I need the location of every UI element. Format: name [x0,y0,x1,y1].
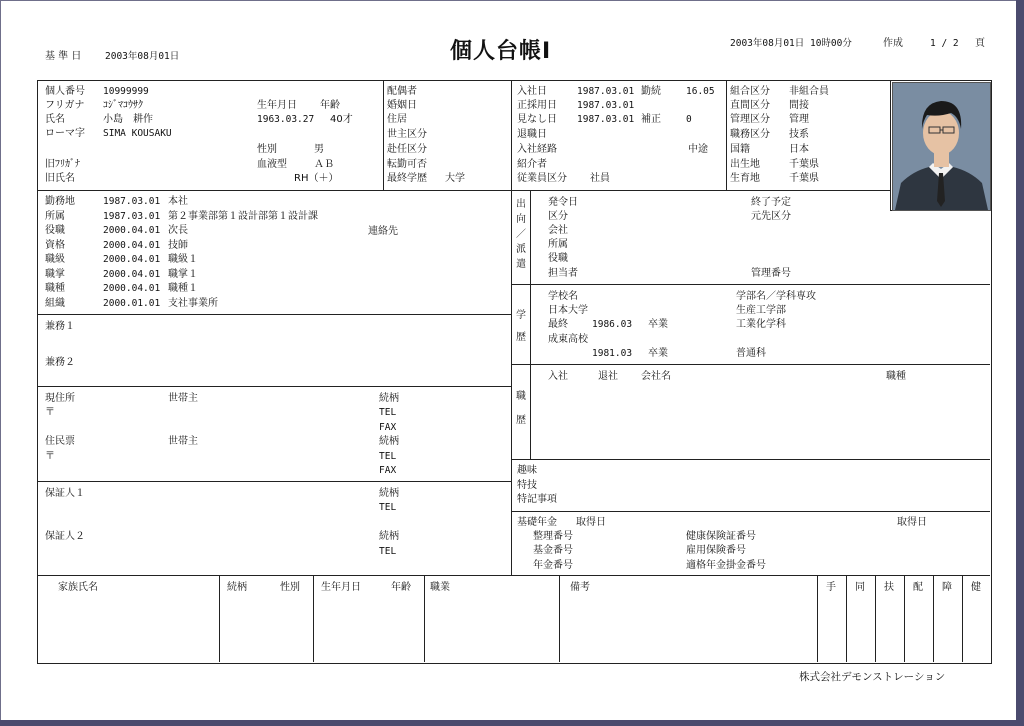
vertical-char: 向 [516,214,526,225]
name-value: 小島 耕作 [103,114,153,125]
oldname-label: 旧氏名 [45,173,75,184]
employee-photo [892,82,991,211]
assignment-row-date: 1987.03.01 [103,211,161,222]
family-header-relation: 続柄 [227,582,247,593]
divider-vert-career [530,364,531,459]
assignment-row-value: 技師 [168,240,188,251]
kana-label: フリガナ [45,100,85,111]
family-header-allowance: 手 [826,582,836,593]
blood-value: ＡＢ [314,159,334,170]
assignment-row-label: 勤務地 [45,196,75,207]
vertical-char: 派 [516,244,526,255]
emptype-value: 社員 [590,173,610,184]
id-value: 10999999 [103,86,149,97]
divider-family [37,575,990,576]
assignment-row-label: 組織 [45,298,65,309]
pension-label: 基礎年金 [517,517,557,528]
indirect-label: 直間区分 [730,100,770,111]
vertical-char: 出 [516,199,526,210]
family-col-line [313,575,314,662]
nationality-label: 国籍 [730,144,750,155]
divider-secondment [511,284,990,285]
family-header-dependent: 扶 [884,582,894,593]
vertical-char: 遣 [516,259,526,270]
divider-hobby [511,511,990,512]
mgmt-label: 管理区分 [730,114,770,125]
assignment-row-label: 職種 [45,283,65,294]
assignment-row-date: 2000.04.01 [103,254,161,265]
divider-assign [37,314,511,315]
family-header-birth: 生年月日 [321,582,361,593]
relation1-label: 続柄 [379,393,399,404]
major2: 普通科 [736,348,766,359]
fund-no-label: 基金番号 [533,545,573,556]
qualified-no-label: 適格年金掛金番号 [686,560,766,571]
vertical-char: 学 [516,310,526,321]
guarantor1-label: 保証人１ [45,488,85,499]
birthplace-value: 千葉県 [789,159,819,170]
fax1-label: FAX [379,422,397,433]
ref-no-label: 整理番号 [533,531,573,542]
marriage-label: 婚姻日 [387,100,417,111]
vertical-char: ／ [516,229,526,240]
current-address-label: 現住所 [45,393,75,404]
divider-school [511,364,990,365]
age-value: 40才 [330,114,353,125]
tenure-value: 16.05 [686,86,715,97]
tel2-label: TEL [379,451,397,462]
householder1-label: 世帯主 [168,393,198,404]
assignment-row-label: 職掌 [45,269,65,280]
assignment-row-value: 職級１ [168,254,198,265]
page-shadow-right [1016,0,1024,726]
order-date-label: 発令日 [548,197,578,208]
householder2-label: 世帯主 [168,436,198,447]
faculty-label: 学部名／学科専攻 [736,291,816,302]
family-header-disability: 障 [942,582,952,593]
hometown-value: 千葉県 [789,173,819,184]
origin-label: 元先区分 [751,211,791,222]
guarantor2-label: 保証人２ [45,531,85,542]
page-title: 個人台帳Ⅰ [450,39,552,64]
roman-label: ローマ字 [45,128,85,139]
secondment-vertical-label [515,197,527,272]
assignment-row-label: 役職 [45,225,65,236]
school2: 成東高校 [548,334,588,345]
residence-label: 住居 [387,114,407,125]
career-leave-label: 退社 [598,371,618,382]
name-label: 氏名 [45,114,65,125]
divider-v-photo [890,80,891,210]
assignment-row-label: 職級 [45,254,65,265]
assignment-row-value: 第２事業部第１設計部第１設計課 [168,211,318,222]
created-datetime: 2003年08月01日 10時00分 [730,38,852,49]
divider-vert-school [530,284,531,364]
regular-value: 1987.03.01 [577,100,635,111]
career-job-label: 職種 [886,371,906,382]
family-header-health: 健 [971,582,981,593]
householder-label: 世主区分 [387,129,427,140]
school1: 日本大学 [548,305,588,316]
referrer-label: 紹介者 [517,159,547,170]
person-label: 担当者 [548,268,578,279]
grad2-date: 1981.03 [592,348,633,359]
faculty1: 生産工学部 [736,305,786,316]
union-label: 組合区分 [730,86,770,97]
kana-value: ｺｼﾞﾏｺｳｻｸ [103,100,143,111]
assignment-row-date: 2000.04.01 [103,283,161,294]
guarantor1-tel: TEL [379,502,397,513]
career-company-label: 会社名 [641,371,671,382]
end-plan-label: 終了予定 [751,197,791,208]
assignment-row-date: 2000.04.01 [103,225,161,236]
grad1: 卒業 [648,319,668,330]
indirect-value: 間接 [789,100,809,111]
divider-side [37,386,511,387]
join-label: 入社日 [517,86,547,97]
assignment-row-label: 所属 [45,211,65,222]
hobby-label: 趣味 [517,465,537,476]
mgmt-value: 管理 [789,114,809,125]
assign-type-label: 赴任区分 [387,144,427,155]
nationality-value: 日本 [789,144,809,155]
health-no-label: 健康保険証番号 [686,531,756,542]
family-col-line [875,575,876,662]
divider-top-left [37,190,890,191]
grad2: 卒業 [648,348,668,359]
guarantor2-relation: 続柄 [379,531,399,542]
retire-label: 退職日 [517,129,547,140]
deemed-label: 見なし日 [517,114,557,125]
assignment-row-label: 資格 [45,240,65,251]
postal2-label: 〒 [45,451,55,462]
union-value: 非組合員 [789,86,829,97]
family-header-age: 年齢 [391,582,411,593]
base-date: 2003年08月01日 [105,51,180,62]
sex-value: 男 [314,144,324,155]
family-header-sex: 性別 [280,582,300,593]
grad1-date: 1986.03 [592,319,633,330]
family-header-remarks: 備考 [570,582,590,593]
acquire2-label: 取得日 [897,517,927,528]
family-header-cohabit: 同 [855,582,865,593]
employ-no-label: 雇用保険番号 [686,545,746,556]
divider-career [511,459,990,460]
fax2-label: FAX [379,465,397,476]
divider-v1 [383,80,384,190]
hometown-label: 生育地 [730,173,760,184]
contact-label: 連絡先 [368,226,398,237]
relation2-label: 続柄 [379,436,399,447]
family-col-line [559,575,560,662]
postal1-label: 〒 [45,407,55,418]
transfer-label: 転勤可否 [387,159,427,170]
education-label: 最終学歴 [387,173,427,184]
jobtype-value: 技系 [789,129,809,140]
career-join-label: 入社 [548,371,568,382]
adjust-label: 補正 [641,114,661,125]
route-value: 中途 [688,144,708,155]
jobtype-label: 職務区分 [730,129,770,140]
family-col-line [962,575,963,662]
assignment-row-value: 職掌１ [168,269,198,280]
roman-value: SIMA KOUSAKU [103,128,172,139]
side-job-2: 兼務２ [45,357,75,368]
base-date-label: 基 準 日 [45,51,82,62]
pension-no-label: 年金番号 [533,560,573,571]
adjust-value: 0 [686,114,692,125]
vertical-char: 職 [516,391,526,402]
vertical-char: 歴 [516,332,526,343]
divider-v-main [511,80,512,575]
join-value: 1987.03.01 [577,86,635,97]
deemed-value: 1987.03.01 [577,114,635,125]
tel1-label: TEL [379,407,397,418]
birthplace-label: 出生地 [730,159,760,170]
family-col-line [424,575,425,662]
divider-vert-secondment [530,190,531,284]
dept-label: 所属 [548,239,568,250]
page-number: 1 / 2 [930,38,959,49]
school-vertical-label [515,305,527,349]
family-col-line [817,575,818,662]
page-shadow-bottom [0,720,1024,726]
family-col-line [219,575,220,662]
vertical-char: 歴 [516,415,526,426]
rh-value: RH（＋） [294,173,339,184]
spouse-label: 配偶者 [387,86,417,97]
route-label: 入社経路 [517,144,557,155]
final-label: 最終 [548,319,568,330]
assignment-row-value: 次長 [168,225,188,236]
family-col-line [846,575,847,662]
assignment-row-value: 支社事業所 [168,298,218,309]
created-label: 作成 [883,38,903,49]
major1: 工業化学科 [736,319,786,330]
form-outline [37,80,992,664]
career-vertical-label [515,385,527,433]
oldkana-label: 旧ﾌﾘｶﾞﾅ [45,159,80,170]
divider-v3 [726,80,727,190]
page-unit: 頁 [975,38,985,49]
assignment-row-date: 2000.04.01 [103,269,161,280]
pension-acquire-label: 取得日 [576,517,606,528]
family-col-line [933,575,934,662]
assignment-row-value: 職種１ [168,283,198,294]
divider-address [37,481,511,482]
regular-label: 正採用日 [517,100,557,111]
assignment-row-date: 2000.04.01 [103,240,161,251]
registry-address-label: 住民票 [45,436,75,447]
guarantor1-relation: 続柄 [379,488,399,499]
education-value: 大学 [445,173,465,184]
age-label: 年齢 [320,100,340,111]
birth-label: 生年月日 [257,100,297,111]
footer-company: 株式会社デモンストレーション [799,671,946,683]
skill-label: 特技 [517,480,537,491]
position-label: 役職 [548,253,568,264]
id-label: 個人番号 [45,86,85,97]
family-header-name: 家族氏名 [58,582,98,593]
category-label: 区分 [548,211,568,222]
assignment-row-date: 2000.01.01 [103,298,161,309]
school-name-label: 学校名 [548,291,578,302]
assignment-row-date: 1987.03.01 [103,196,161,207]
notes-label: 特記事項 [517,494,557,505]
family-header-spouse: 配 [913,582,923,593]
company-label: 会社 [548,225,568,236]
side-job-1: 兼務１ [45,321,75,332]
guarantor2-tel: TEL [379,546,397,557]
portrait-image [893,83,990,210]
tenure-label: 勤続 [641,86,661,97]
assignment-row-value: 本社 [168,196,188,207]
emptype-label: 従業員区分 [517,173,567,184]
blood-label: 血液型 [257,159,287,170]
sex-label: 性別 [257,144,277,155]
mgmt-no-label: 管理番号 [751,268,791,279]
family-header-job: 職業 [430,582,450,593]
family-col-line [904,575,905,662]
birth-value: 1963.03.27 [257,114,315,125]
